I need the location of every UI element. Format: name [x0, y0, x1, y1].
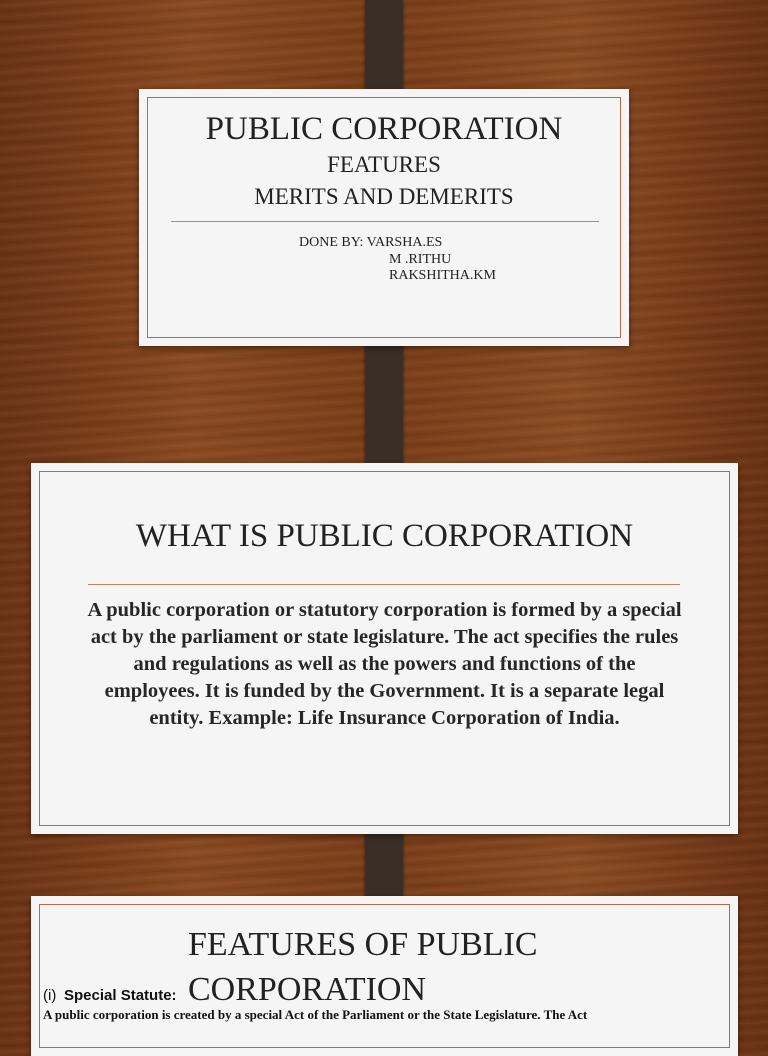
definition-slide-heading: WHAT IS PUBLIC CORPORATION [135, 518, 634, 554]
title-slide-card [139, 89, 629, 346]
features-heading-line2: CORPORATION [188, 971, 427, 1008]
definition-body-text: A public corporation or statutory corporation is formed by a special act by the parliament or state legislature. The act specifies the rules and regulations as well as the powers and functions of the employees. It is funded by the Government. It is a separate legal entity. Example: Life Insurance Corporation of India. [87, 599, 682, 729]
title-slide-features: FEATURES [327, 152, 441, 177]
done-by-line: DONE BY: VARSHA.ES [299, 235, 443, 250]
feature-point-number: (i) [43, 987, 57, 1004]
title-slide-divider [171, 221, 599, 222]
features-heading-line1: FEATURES OF PUBLIC [188, 926, 538, 963]
features-slide-card [31, 896, 738, 1056]
feature-point-text: A public corporation is created by a special Act of the Parliament or the State Legislature. The Act [43, 1007, 588, 1022]
feature-point-label: Special Statute: [64, 987, 177, 1004]
title-slide-heading: PUBLIC CORPORATION [205, 111, 563, 147]
author-name-2: M .RITHU [389, 252, 452, 267]
author-name-3: RAKSHITHA.KM [389, 268, 496, 283]
definition-slide-card [31, 463, 738, 834]
definition-slide-divider [88, 584, 680, 585]
title-slide-merits: MERITS AND DEMERITS [254, 184, 514, 209]
strap-middle [365, 330, 403, 480]
